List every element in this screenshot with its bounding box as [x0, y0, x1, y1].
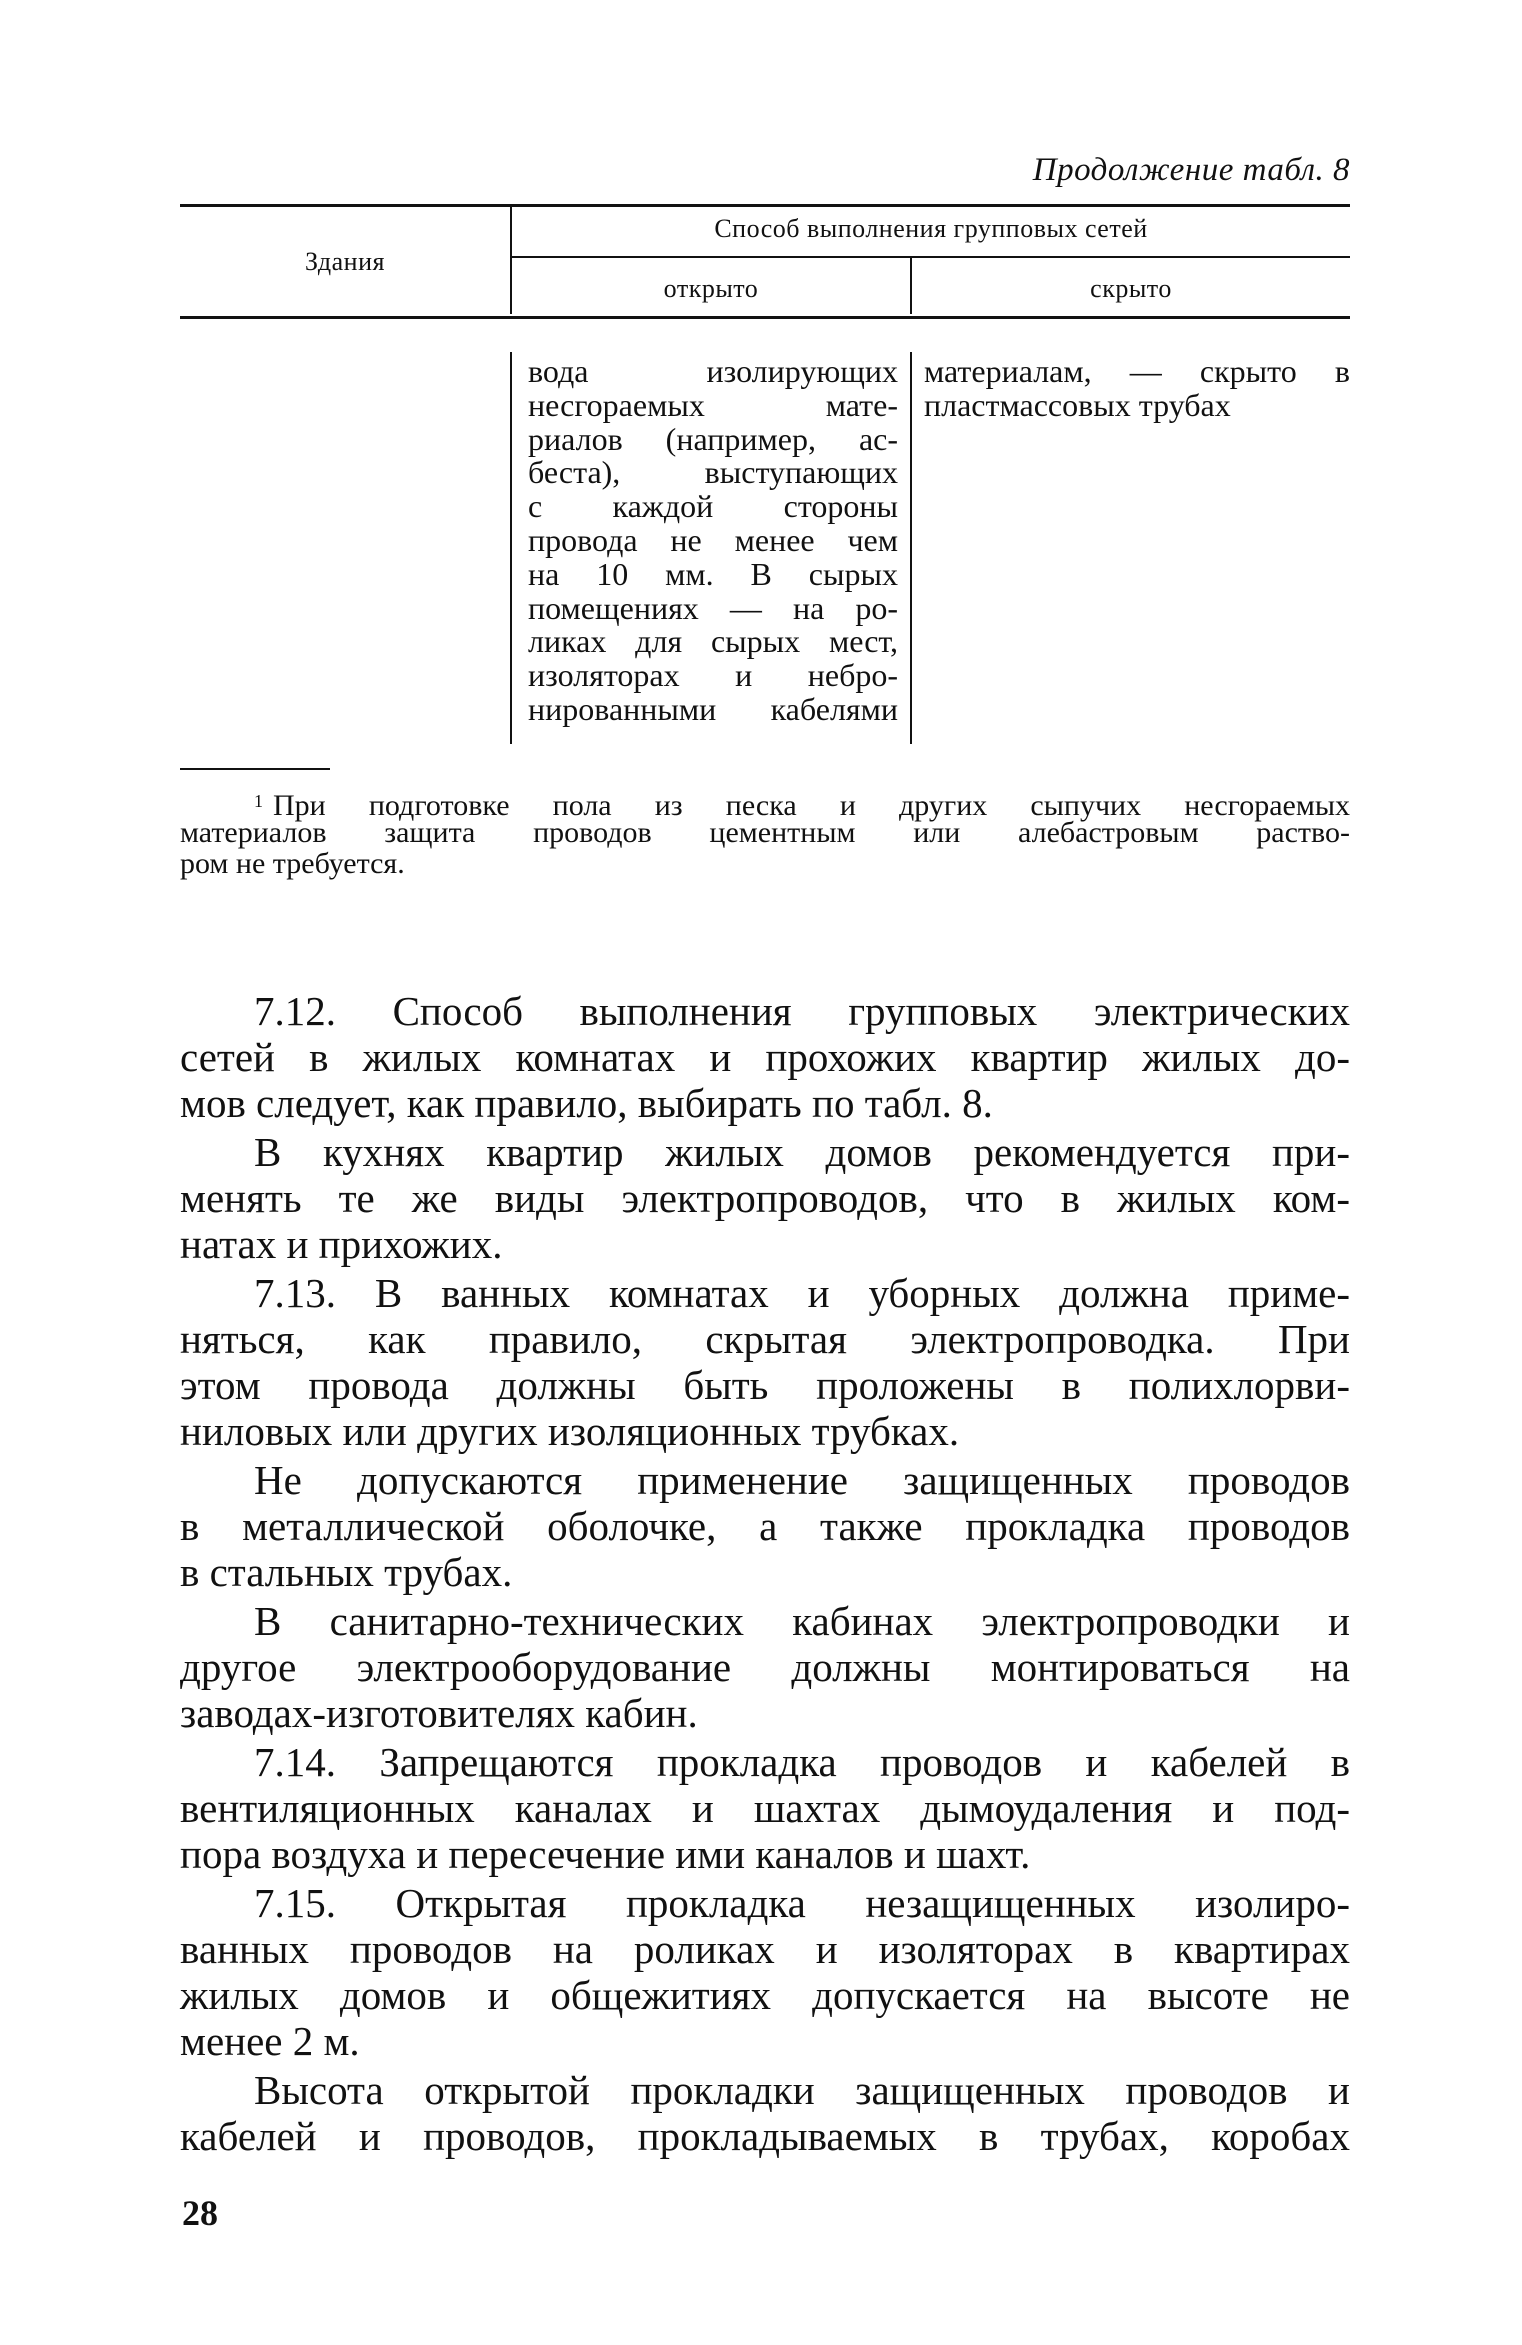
header-buildings: Здания [305, 247, 385, 276]
cell-open-method [528, 355, 898, 727]
header-method: Способ выполнения групповых сетей [714, 214, 1148, 243]
paragraph-line: Высота открытой прокладки защищенных проводов и [254, 2067, 1350, 2113]
cell-line: риалов (например, ас- [528, 420, 898, 457]
paragraph-line: ниловых или других изоляционных трубках. [180, 1408, 960, 1454]
paragraph-line: кабелей и проводов, прокладываемых в трубах, коробах [180, 2113, 1350, 2159]
cell-hidden-method [924, 355, 1350, 423]
header-hidden: скрыто [1090, 274, 1172, 303]
paragraph-line: мов следует, как правило, выбирать по табл. 8. [180, 1080, 993, 1126]
body-column-divider-1 [510, 352, 512, 744]
footnote-mark: 1 [254, 791, 263, 811]
cell-line: беста), выступающих [528, 454, 898, 491]
cell-line: помещениях — на ро- [528, 589, 898, 626]
paragraph-line: жилых домов и общежитиях допускается на высоте не [180, 1972, 1350, 2018]
paragraph-line: этом провода должны быть проложены в полихлорви- [180, 1362, 1350, 1408]
paragraph-line: ванных проводов на роликах и изоляторах в квартирах [180, 1926, 1350, 1972]
cell-line: несгораемых мате- [528, 386, 898, 423]
paragraph-line: менять те же виды электропроводов, что в жилых ком- [180, 1175, 1350, 1221]
header-divider-rule [512, 256, 1350, 258]
cell-line: изоляторах и небро- [528, 657, 898, 694]
footnote-line: ром не требуется. [180, 847, 405, 880]
footnote-text: При подготовке пола из песка и других сыпучих несгораемых [273, 789, 1350, 822]
cell-line: ликах для сырых мест, [528, 623, 898, 660]
paragraph-line: натах и прихожих. [180, 1221, 503, 1267]
cell-line: с каждой стороны [528, 488, 898, 525]
cell-line: вода изолирующих [528, 353, 898, 389]
cell-line: материалам, — скрыто в [924, 353, 1350, 389]
paragraph-line: 7.14. Запрещаются прокладка проводов и кабелей в [254, 1739, 1350, 1785]
paragraph-line: менее 2 м. [180, 2018, 360, 2064]
paragraph-line: 7.13. В ванных комнатах и уборных должна приме- [254, 1270, 1350, 1316]
footnote-separator [180, 768, 330, 770]
table-top-rule [180, 204, 1350, 207]
table-continuation-label: Продолжение табл. 8 [1032, 152, 1350, 188]
body-column-divider-2 [910, 352, 912, 744]
footnote-line [180, 786, 1350, 822]
paragraph-line: заводах-изготовителях кабин. [180, 1690, 698, 1736]
main-text [180, 988, 1350, 2159]
page-number: 28 [182, 2193, 218, 2233]
header-bottom-rule [180, 316, 1350, 319]
cell-line: провода не менее чем [528, 521, 898, 558]
paragraph-line: В кухнях квартир жилых домов рекомендуется при- [254, 1129, 1350, 1175]
paragraph-line: няться, как правило, скрытая электропроводка. При [180, 1316, 1350, 1362]
footnote-line: материалов защита проводов цементным или алебастровым раство- [180, 816, 1350, 849]
cell-line: нированными кабелями [528, 690, 898, 727]
paragraph-line: сетей в жилых комнатах и прохожих квартир жилых до- [180, 1034, 1350, 1080]
paragraph-line: вентиляционных каналах и шахтах дымоудаления и под- [180, 1785, 1350, 1831]
paragraph-line: пора воздуха и пересечение ими каналов и шахт. [180, 1831, 1031, 1877]
footnote [180, 786, 1350, 879]
paragraph-line: другое электрооборудование должны монтироваться на [180, 1644, 1350, 1690]
paragraph-line: Не допускаются применение защищенных проводов [254, 1457, 1350, 1503]
paragraph-line: 7.12. Способ выполнения групповых электрических [254, 988, 1350, 1034]
cell-line: на 10 мм. В сырых [528, 555, 898, 592]
paragraph-line: в металлической оболочке, а также прокладка проводов [180, 1503, 1350, 1549]
paragraph-line: В санитарно-технических кабинах электропроводки и [254, 1598, 1350, 1644]
header-open: открыто [663, 274, 759, 303]
cell-line: пластмассовых трубах [924, 386, 1231, 423]
paragraph-line: 7.15. Открытая прокладка незащищенных изолиро- [254, 1880, 1350, 1926]
paragraph-line: в стальных трубах. [180, 1549, 513, 1595]
